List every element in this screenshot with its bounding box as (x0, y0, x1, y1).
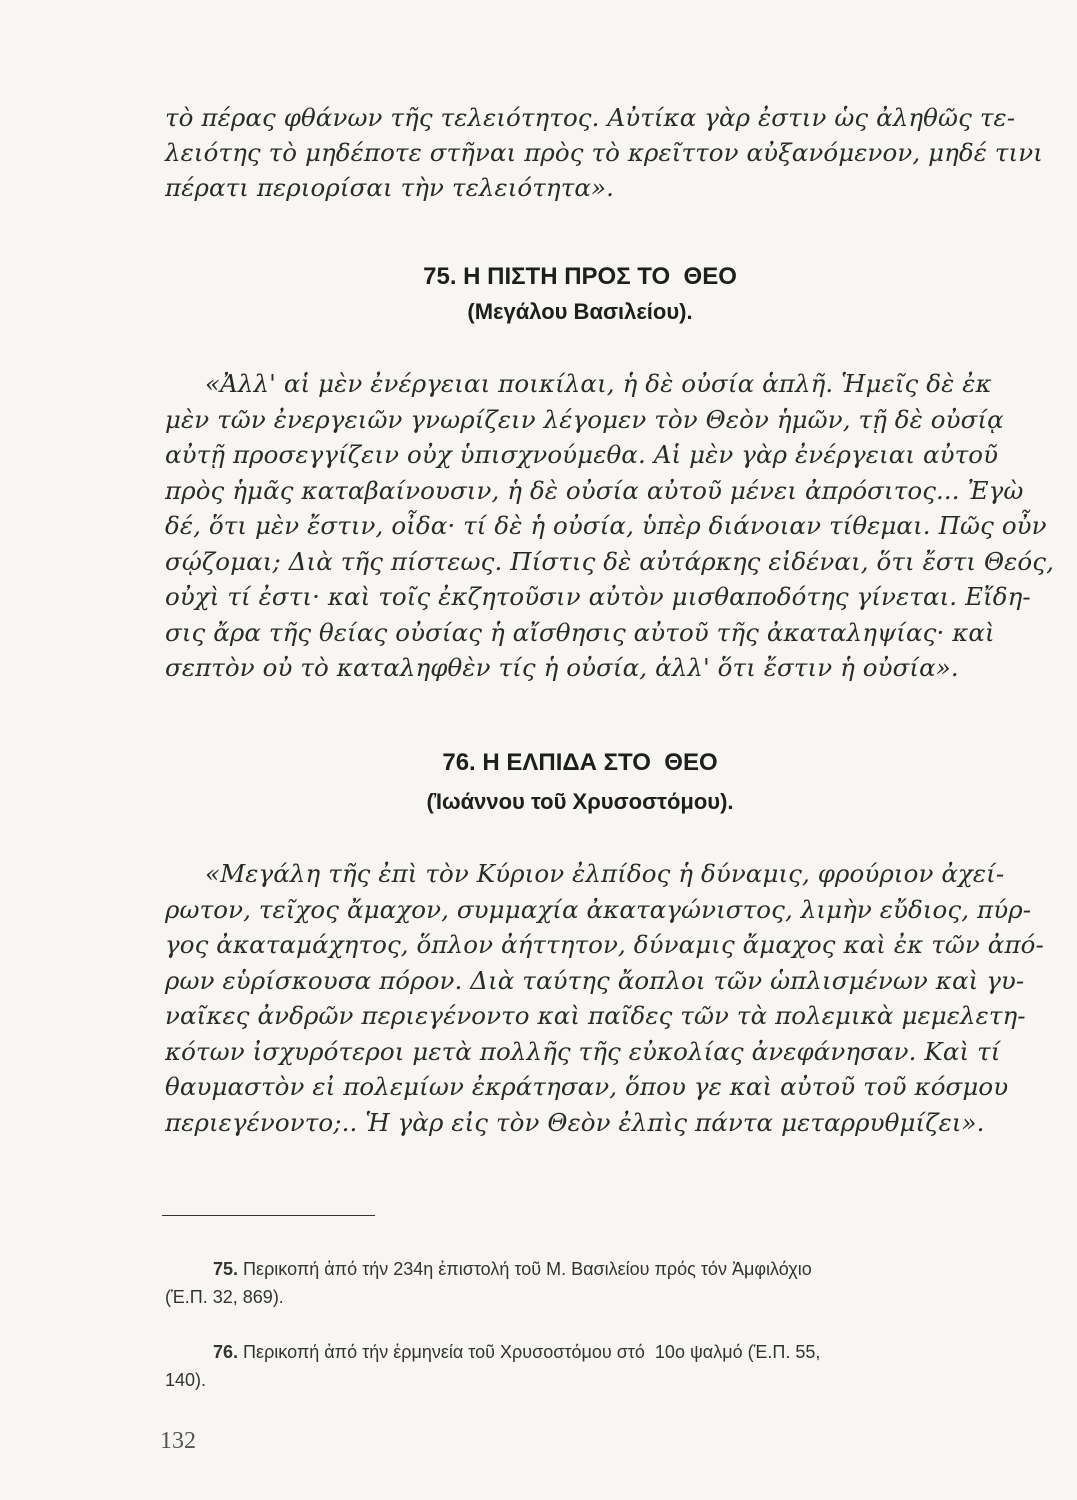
text-line: τὸ πέρας φθάνων τῆς τελειότητος. Αὐτίκα γὰρ ἐστιν ὡς ἀληθῶς τε- (165, 103, 1016, 132)
section-76-body (165, 856, 1044, 1151)
text-line: γος ἀκαταμάχητος, ὅπλον ἀήττητον, δύναμις ἄμαχος καὶ ἐκ τῶν ἀπό- (165, 930, 1044, 959)
text-line: πέρατι περιορίσαι τὴν τελειότητα». (165, 173, 614, 202)
footnote-separator (162, 1215, 375, 1216)
text-line: «Ἀλλ' αἱ μὲν ἐνέργειαι ποικίλαι, ἡ δὲ οὐσία ἁπλῆ. Ἡμεῖς δὲ ἐκ (205, 369, 992, 398)
footnote-text: 140). (165, 1370, 207, 1390)
text-line: θαυμαστὸν εἰ πολεμίων ἐκράτησαν, ὅπου γε καὶ αὐτοῦ τοῦ κόσμου (165, 1072, 1009, 1101)
footnote-line (165, 1338, 995, 1366)
text-line: σῴζομαι; Διὰ τῆς πίστεως. Πίστις δὲ αὐτάρκης εἰδέναι, ὅτι ἔστι Θεός, (165, 546, 1054, 576)
section-75-title: 75. Η ΠΙΣΤΗ ΠΡΟΣ ΤΟ ΘΕΟ (423, 263, 737, 290)
footnote-75 (165, 1255, 995, 1311)
footnote-text: (Ἑ.Π. 32, 869). (165, 1287, 284, 1307)
text-line: αὐτῇ προσεγγίζειν οὐχ ὑπισχνούμεθα. Αἱ μὲν γὰρ ἐνέργειαι αὐτοῦ (165, 440, 999, 469)
text-line: οὐχὶ τί ἐστι· καὶ τοῖς ἐκζητοῦσιν αὐτὸν μισθαποδότης γίνεται. Εἴδη- (165, 582, 1031, 611)
section-76-subtitle: (Ἰωάννου τοῦ Χρυσοστόμου). (426, 789, 734, 814)
intro-paragraph (165, 100, 1043, 210)
text-line: ναῖκες ἀνδρῶν περιεγένοντο καὶ παῖδες τῶν τὰ πολεμικὰ μεμελετη- (165, 1001, 1026, 1030)
text-line: σις ἄρα τῆς θείας οὐσίας ἡ αἴσθησις αὐτοῦ τῆς ἀκαταληψίας· καὶ (165, 617, 995, 647)
footnote-number: 76. (213, 1342, 239, 1362)
text-line: δέ, ὅτι μὲν ἔστιν, οἶδα· τί δὲ ἡ οὐσία, ὑπὲρ διάνοιαν τίθεμαι. Πῶς οὖν (165, 511, 1047, 540)
text-line: μὲν τῶν ἐνεργειῶν γνωρίζειν λέγομεν τὸν Θεὸν ἡμῶν, τῇ δὲ οὐσίᾳ (165, 404, 1004, 434)
text-line: περιεγένοντο;.. Ἡ γὰρ εἰς τὸν Θεὸν ἐλπὶς πάντα μεταρρυθμίζει». (165, 1107, 985, 1137)
footnote-76 (165, 1338, 995, 1394)
footnote-text: Περικοπή ἀπό τήν 234η ἐπιστολή τοῦ Μ. Βασιλείου πρός τόν Ἀμφιλόχιο (243, 1259, 812, 1279)
footnote-line (165, 1255, 995, 1283)
footnote-number: 75. (213, 1259, 239, 1279)
section-76-title: 76. Η ΕΛΠΙΔΑ ΣΤΟ ΘΕΟ (442, 749, 718, 776)
text-line: ρων εὑρίσκουσα πόρον. Διὰ ταύτης ἄοπλοι τῶν ὡπλισμένων καὶ γυ- (165, 965, 1025, 995)
section-75-body (165, 366, 1054, 696)
text-line: κότων ἰσχυρότεροι μετὰ πολλῆς τῆς εὐκολίας ἀνεφάνησαν. Καὶ τί (165, 1036, 1001, 1066)
text-line: «Μεγάλη τῆς ἐπὶ τὸν Κύριον ἐλπίδος ἡ δύναμις, φρούριον ἀχεί- (205, 859, 1005, 888)
text-line: λειότης τὸ μηδέποτε στῆναι πρὸς τὸ κρεῖττον αὐξανόμενον, μηδέ τινι (165, 138, 1043, 167)
page-number: 132 (160, 1428, 196, 1454)
text-line: πρὸς ἡμᾶς καταβαίνουσιν, ἡ δὲ οὐσία αὐτοῦ μένει ἀπρόσιτος... Ἐγὼ (165, 475, 1024, 505)
footnote-text: Περικοπή ἀπό τήν ἑρμηνεία τοῦ Χρυσοστόμου στό 10ο ψαλμό (Ἑ.Π. 55, (243, 1342, 821, 1362)
text-line: σεπτὸν οὐ τὸ καταληφθὲν τίς ἡ οὐσία, ἀλλ' ὅτι ἔστιν ἡ οὐσία». (165, 653, 959, 682)
section-75-subtitle: (Μεγάλου Βασιλείου). (467, 299, 693, 324)
text-line: ρωτον, τεῖχος ἄμαχον, συμμαχία ἀκαταγώνιστος, λιμὴν εὔδιος, πύρ- (165, 894, 1032, 924)
